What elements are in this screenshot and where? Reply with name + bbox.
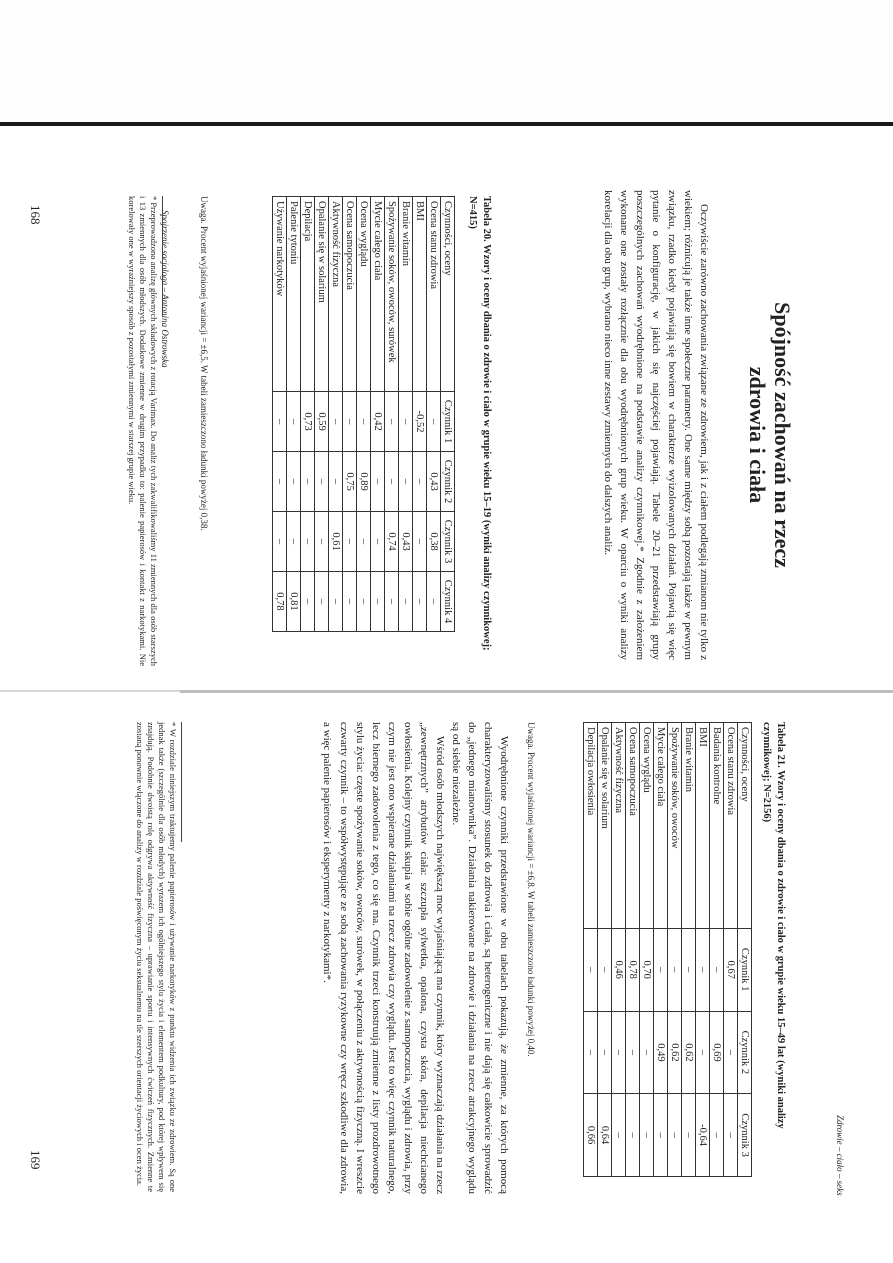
page-fold-line [0,690,180,692]
factor-loading-cell: – [427,571,441,631]
factor-loading-cell: – [343,512,357,572]
factor-loading-cell: – [399,452,413,512]
factor-loading-cell: – [399,392,413,452]
factor-loading-cell: – [413,452,427,512]
right-footnote-text: * W rozdziale niniejszym traktujemy palenie papierosów i używanie narkotyków z punktu widzenia ich związku ze zdrowiem. Są one jednak także (szczególnie dla osób młodych) wyrazem ich ogólniejszego stylu życia i elementem podkultury, pod której wpływem się znajdują. Podobnie dwoistą rolę odgrywa aktywność fizyczna – uprawianie sportu i intensywnych ćwiczeń fizycznych. Zmienne te zostaną ponownie włączone do analizy w rozdziale poświęconym życiu seksualnemu na tle szerszych orientacji życiowych i ocen życia. [134,722,178,1192]
factor-loading-cell: – [584,1011,598,1094]
row-label-cell: Ocena wyglądu [640,723,654,929]
factor-loading-cell: – [682,928,696,1011]
title-line-2: zdrowia i ciała [744,366,770,504]
row-label-cell: Badania kontrolne [710,723,724,929]
factor-loading-cell: – [598,1011,612,1094]
row-label-cell: Branie witamin [682,723,696,929]
row-label-cell: Spożywanie soków, owoców, surówek [385,197,399,392]
factor-loading-cell: – [385,392,399,452]
factor-loading-cell: – [273,512,287,572]
factor-loading-cell: – [329,571,343,631]
factor-loading-cell: – [626,1011,640,1094]
row-label-cell: BMI [696,723,710,929]
factor-loading-cell: – [371,452,385,512]
row-label-cell: Depilacja [301,197,315,392]
factor-loading-cell: – [413,512,427,572]
factor-loading-cell: – [654,928,668,1011]
factor-loading-cell: – [301,512,315,572]
factor-loading-cell: 0,64 [598,1094,612,1177]
factor-loading-cell: 0,43 [399,512,413,572]
factor-loading-cell: – [668,1094,682,1177]
table-row [584,723,598,1177]
factor-loading-cell: 0,69 [710,1011,724,1094]
table21-header-cell: Czynności, oceny [738,723,752,929]
factor-loading-cell: – [427,392,441,452]
factor-loading-cell: 0,62 [668,1011,682,1094]
row-label-cell: BMI [413,197,427,392]
table-row [427,197,441,632]
table21-header-cell: Czynnik 2 [738,1011,752,1094]
footnote-rule [181,722,182,842]
table-row [654,723,668,1177]
factor-loading-cell: – [584,928,598,1011]
table21-header-cell: Czynnik 1 [738,928,752,1011]
page-fold-shadow [180,690,893,693]
factor-loading-cell: 0,75 [343,452,357,512]
factor-loading-cell: – [612,1011,626,1094]
right-running-header: Zdrowie – ciało – seks [835,1115,845,1196]
scan-margin [0,0,893,122]
row-label-cell: Palenie tytoniu [287,197,301,392]
row-label-cell: Mycie całego ciała [654,723,668,929]
table-row [329,197,343,632]
table-row [696,723,710,1177]
factor-loading-cell: -0,64 [696,1094,710,1177]
table20-note: Uwaga. Procent wyjaśnionej wariancji = ±6,5. W tabeli zamieszczono ładunki powyżej 0,38. [199,196,209,531]
factor-loading-cell: 0,61 [329,512,343,572]
factor-loading-cell: – [668,928,682,1011]
table-row [724,723,738,1177]
factor-loading-cell: – [315,512,329,572]
table21 [583,722,752,1177]
factor-loading-cell: – [724,1094,738,1177]
table-row [598,723,612,1177]
factor-loading-cell: – [287,392,301,452]
title-line-1: Spójność zachowań na rzecz [770,302,795,568]
factor-loading-cell: 0,59 [315,392,329,452]
table21-note: Uwaga. Procent wyjaśnionej wariancji = ±6,8. W tabeli zamieszczono ładunki powyżej 0,40. [526,722,536,1057]
row-label-cell: Spożywanie soków, owoców [668,723,682,929]
table21-body [584,723,738,1177]
row-label-cell: Ocena wyglądu [357,197,371,392]
chapter-title [744,270,795,600]
factor-loading-cell: – [413,571,427,631]
factor-loading-cell: – [315,571,329,631]
table-row [710,723,724,1177]
factor-loading-cell: – [710,928,724,1011]
factor-loading-cell: 0,78 [273,571,287,631]
factor-loading-cell: – [371,571,385,631]
factor-loading-cell: – [273,452,287,512]
factor-loading-cell: – [357,392,371,452]
table20-header-row [441,197,455,632]
factor-loading-cell: – [301,571,315,631]
factor-loading-cell: 0,42 [371,392,385,452]
factor-loading-cell: 0,66 [584,1094,598,1177]
left-footnote-text: * Przeprowadzono analizę głównych składowych z rotacją Varimax. Do analiz tych zakwalifikowaliśmy 11 zmiennych dla osób starszych i 13 zmiennych dla osób młodszych. Dodatkowe zmienne w drugim przypadku to: palenie papierosów i kontakt z narkotykami. Nie korelowały one w wyraźniejszy sposób z pozostałymi zmiennymi w starszej grupie wieku. [126,196,159,666]
factor-loading-cell: – [273,392,287,452]
left-footnote [126,196,163,666]
factor-loading-cell: – [329,452,343,512]
factor-loading-cell: – [287,452,301,512]
factor-loading-cell: – [640,1094,654,1177]
table-row [413,197,427,632]
factor-loading-cell: 0,62 [682,1011,696,1094]
table20-wrapper [272,196,455,632]
factor-loading-cell: – [399,571,413,631]
factor-loading-cell: 0,49 [654,1011,668,1094]
table-row [668,723,682,1177]
right-body-text [319,722,512,1194]
right-footnote [134,722,182,1192]
factor-loading-cell: – [371,512,385,572]
factor-loading-cell: 0,73 [301,392,315,452]
row-label-cell: Aktywność fizyczna [329,197,343,392]
factor-loading-cell: – [329,392,343,452]
factor-loading-cell: 0,38 [427,512,441,572]
right-paragraph-1: Wyodrębnione czynniki przedstawione w obu tabelach pokazują, że zmienne, za których pomocą charakteryzowaliśmy stosunek do zdrowia i ciała, są heterogeniczne i nie dają się całkowicie sprowadzić do „jednego mianownika”. Działania nakierowane na zdrowie i działania na rzecz atrakcyjnego wyglądu są od siebie niezależne. [449,722,510,1194]
factor-loading-cell: – [696,928,710,1011]
row-label-cell: Używanie narkotyków [273,197,287,392]
table-row [287,197,301,632]
factor-loading-cell: – [696,1011,710,1094]
table-row [371,197,385,632]
page-number-169: 169 [28,1150,43,1170]
factor-loading-cell: – [654,1094,668,1177]
row-label-cell: Opalanie się w solarium [315,197,329,392]
table-row [385,197,399,632]
left-paragraph: Oczywiście zarówno zachowania związane ze zdrowiem, jak i z ciałem podlegają zmianom nie tylko z wiekiem; różnicują je także inne społeczne parametry. One same między sobą pozostają także w pewnym związku, rzadko kiedy pojawiają się bowiem w charakterze wyizolowanych działań. Pojawią się więc pytanie o konfigurację, w jakich się najczęściej pojawiają. Tabele 20–21 przedstawiają grupy poszczególnych zachowań wyodrębnione na podstawie analizy czynnikowej.* Zgodnie z założeniem wykonane one zostały rozłącznie dla obu wyodrębnionych grup wieku. W oparciu o wyniki analizy korelacji dla obu grup, wybrano nieco inne zestawy zmiennych do dalszych analiz. [601,190,710,660]
factor-loading-cell: 0,78 [626,928,640,1011]
factor-loading-cell: 0,74 [385,512,399,572]
factor-loading-cell: 0,46 [612,928,626,1011]
table-row [612,723,626,1177]
factor-loading-cell: – [640,1011,654,1094]
factor-loading-cell: – [287,512,301,572]
left-running-header: Spojrzenie socjologa – Antonina Ostrowska [160,210,170,368]
right-paragraph-2: Wśród osób młodszych największą moc wyjaśniającą ma czynnik, który wyznaczają działania na rzecz „zewnętrznych” atrybutów ciała: szczupła sylwetka, opalona, czysta skóra, depilacja niechcianego owłosienia. Kolejny czynnik skupia w sobie ogólne zadowolenie z samopoczucia, wyglądu i zdrowia, przy czym nie jest ono wspierane działaniami na rzecz zdrowia czy wyglądu. Jest to więc czynnik naturalnego, lecz biernego zadowolenia z tego, co się ma. Czynnik trzeci konstruują zmienne z listy prozdrowotnego stylu życia: częste spożywanie soków, owoców, surówek, w połączeniu z aktywnością fizyczną. I wreszcie czwarty czynnik – to współwystępujące ze sobą zachowania ryzykowne czy wręcz szkodliwe dla zdrowia, a więc palenie papierosów i eksperymenty z narkotykami*. [321,722,446,1194]
factor-loading-cell: – [343,392,357,452]
row-label-cell: Ocena samopoczucia [626,723,640,929]
table20-caption: Tabela 20. Wzory i oceny dbania o zdrowie i ciało w grupie wieku 15–19 (wyniki analizy czynnikowej; N=415) [466,196,492,651]
scan-edge-band [0,122,893,126]
factor-loading-cell: – [315,452,329,512]
factor-loading-cell: – [357,512,371,572]
factor-loading-cell: 0,70 [640,928,654,1011]
table-row [626,723,640,1177]
row-label-cell: Depilacja owłosienia [584,723,598,929]
row-label-cell: Opalanie się w solarium [598,723,612,929]
factor-loading-cell: – [612,1094,626,1177]
row-label-cell: Ocena stanu zdrowia [427,197,441,392]
row-label-cell: Aktywność fizyczna [612,723,626,929]
factor-loading-cell: 0,81 [287,571,301,631]
table21-header-cell: Czynnik 3 [738,1094,752,1177]
factor-loading-cell: 0,43 [427,452,441,512]
table-row [357,197,371,632]
factor-loading-cell: – [626,1094,640,1177]
row-label-cell: Branie witamin [399,197,413,392]
table20-header-cell: Czynnik 2 [441,452,455,512]
row-label-cell: Ocena stanu zdrowia [724,723,738,929]
table-row [273,197,287,632]
table21-header-row [738,723,752,1177]
factor-loading-cell: – [301,452,315,512]
table-row [315,197,329,632]
factor-loading-cell: – [682,1094,696,1177]
row-label-cell: Mycie całego ciała [371,197,385,392]
factor-loading-cell: – [724,1011,738,1094]
row-label-cell: Ocena samopoczucia [343,197,357,392]
table21-caption: Tabela 21. Wzory i oceny dbania o zdrowie i ciało w grupie wieku 15–49 lat (wyniki analizy czynnikowej; N=2156) [760,722,786,1129]
page-number-168: 168 [28,205,43,225]
factor-loading-cell: 0,67 [724,928,738,1011]
table-row [399,197,413,632]
left-body-text [600,190,712,660]
table21-wrapper [583,722,752,1177]
factor-loading-cell: – [385,452,399,512]
footnote-rule [162,196,163,316]
table-row [301,197,315,632]
table-row [343,197,357,632]
table20-header-cell: Czynnik 1 [441,392,455,452]
factor-loading-cell: – [710,1094,724,1177]
factor-loading-cell: – [385,571,399,631]
table20-header-cell: Czynności, oceny [441,197,455,392]
table-row [682,723,696,1177]
factor-loading-cell: – [357,571,371,631]
factor-loading-cell: – [598,928,612,1011]
table20-body [273,197,441,632]
factor-loading-cell: -0,52 [413,392,427,452]
factor-loading-cell: 0,89 [357,452,371,512]
table20-header-cell: Czynnik 3 [441,512,455,572]
factor-loading-cell: – [343,571,357,631]
table20-header-cell: Czynnik 4 [441,571,455,631]
table-row [640,723,654,1177]
table20 [272,196,455,632]
